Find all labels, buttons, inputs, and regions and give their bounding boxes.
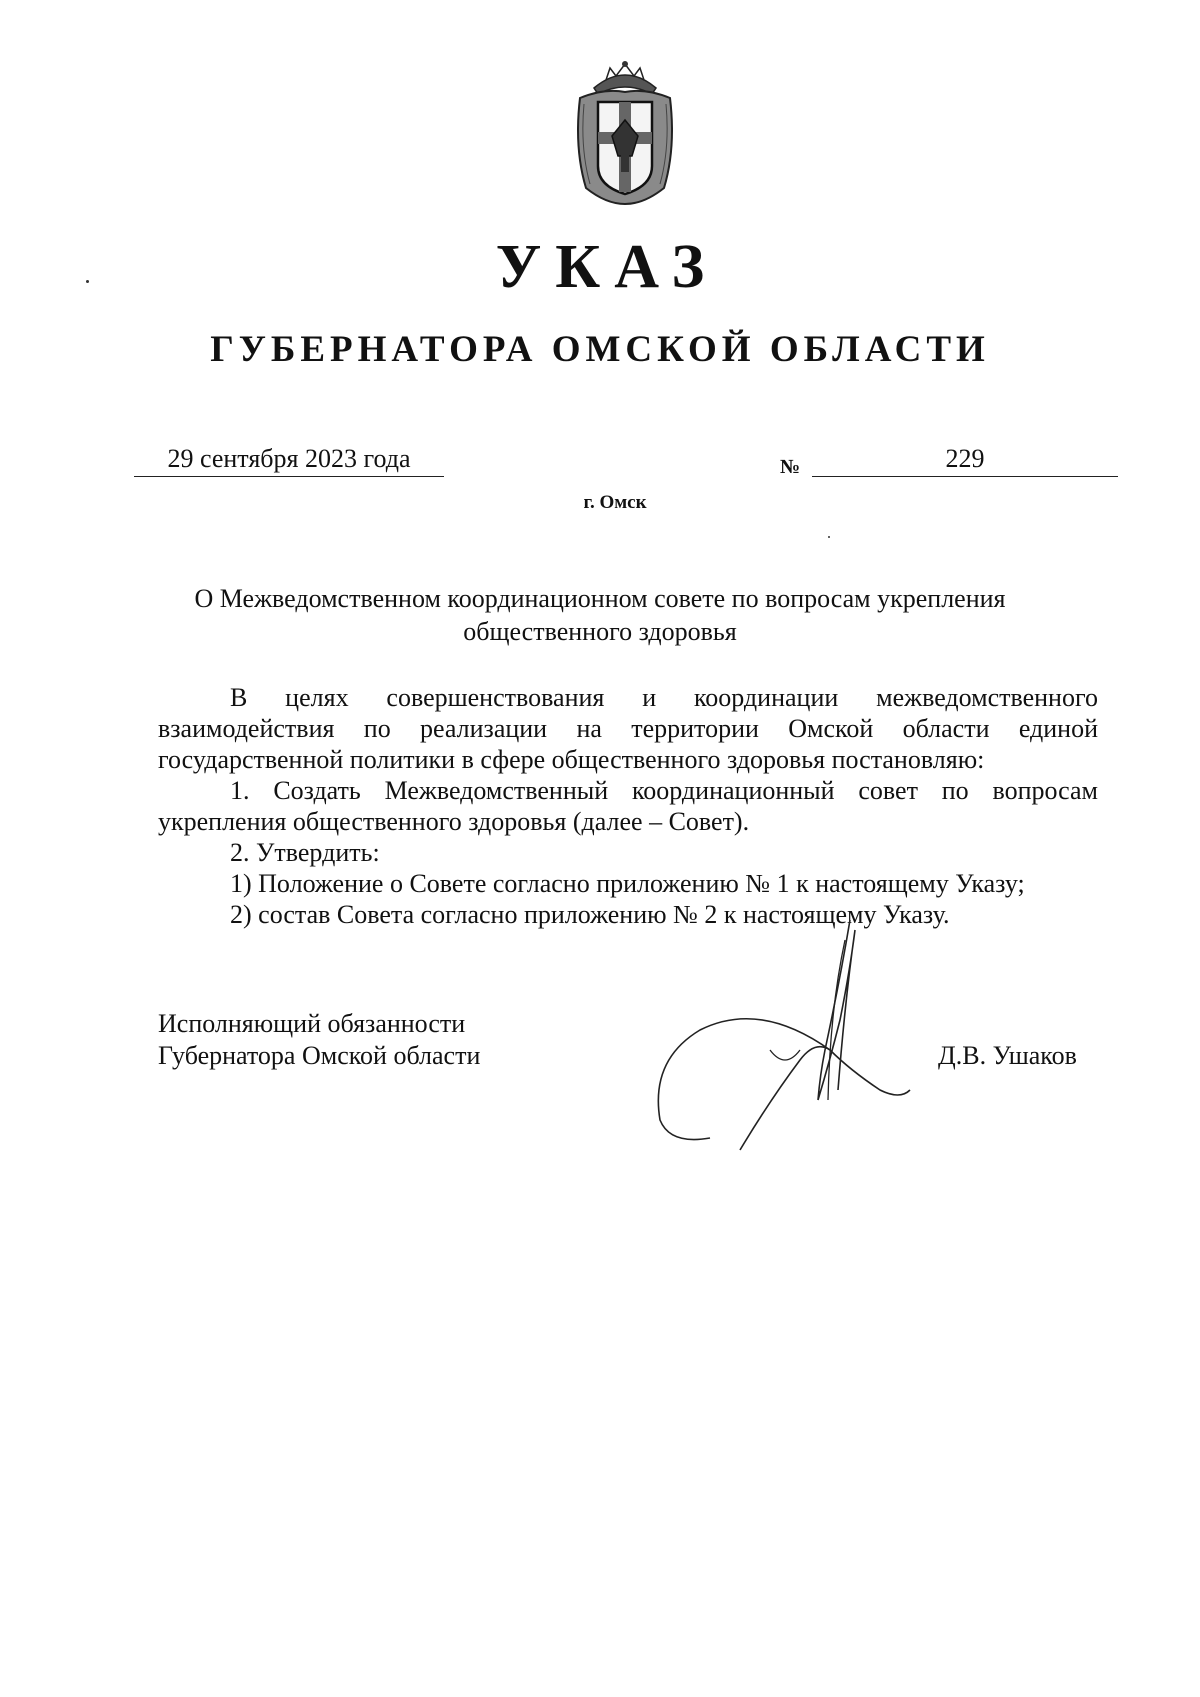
decree-number: 229 [812,442,1118,477]
number-sign: № [780,456,801,478]
scan-speck [828,536,830,538]
body-paragraph: 2) состав Совета согласно приложению № 2 к настоящему Указу. [230,900,950,929]
signatory-position-line: Губернатора Омской области [158,1041,481,1070]
decree-body [158,682,1098,930]
signatory-position-line: Исполняющий обязанности [158,1009,466,1038]
city-label: г. Омск [583,492,647,513]
body-paragraph: 2. Утвердить: [230,838,380,867]
signatory-name: Д.В. Ушаков [938,1041,1077,1070]
decree-issuer: ГУБЕРНАТОРА ОМСКОЙ ОБЛАСТИ [210,329,990,370]
decree-subject: О Межведомственном координационном совете по вопросам укрепления общественного здоровья [194,584,1006,646]
omsk-coat-of-arms-icon [566,58,684,206]
scan-speck [86,280,89,283]
body-paragraph: 1. Создать Межведомственный координационный совет по вопросам укрепления общественного здоровья (далее – Совет). [158,776,1098,836]
body-paragraph: В целях совершенствования и координации межведомственного взаимодействия по реализации на территории Омской области единой государственной политики в сфере общественного здоровья постановляю: [158,683,1098,774]
decree-date: 29 сентября 2023 года [134,442,444,477]
signatory-position [158,1008,480,1072]
decree-title: УКАЗ [495,233,719,301]
body-paragraph: 1) Положение о Совете согласно приложению № 1 к настоящему Указу; [230,869,1025,898]
handwritten-signature-icon [640,900,960,1160]
